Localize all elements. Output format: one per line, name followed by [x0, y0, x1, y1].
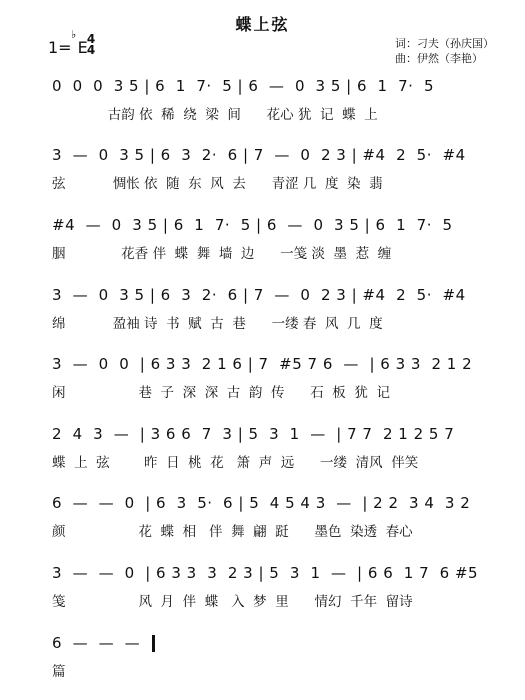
- song-title: 蝶上弦: [235, 15, 290, 34]
- key-signature: [48, 28, 88, 57]
- lyrics-row: 闲 巷 子 深 深 古 韵 传 石 板 犹 记: [52, 385, 390, 401]
- score-line-9: [0, 634, 525, 694]
- lyrics-row: 笺 风 月 伴 蝶 入 梦 里 情幻 千年 留诗: [52, 594, 413, 610]
- notation-row: 6 — — —: [52, 634, 141, 652]
- notation-row: 2 4 3 — | 3 6 6 7 3 | 5 3 1 — | 7 7 2 1 2 5 7: [52, 425, 455, 443]
- lyrics-row: 弦 惆怅 依 随 东 风 去 青涩 几 度 染 翡: [52, 176, 383, 192]
- notation-row: 0 0 0 3 5 | 6 1 7· 5 | 6 — 0 3 5 | 6 1 7· 5: [52, 77, 435, 95]
- lyrics-row: 古韵 依 稀 绕 梁 间 花心 犹 记 蝶 上: [52, 107, 378, 123]
- score-line-2: [0, 146, 525, 206]
- lyrics-row: 绵 盈袖 诗 书 赋 古 巷 一缕 春 风 几 度: [52, 316, 383, 332]
- notation-row: #4 — 0 3 5 | 6 1 7· 5 | 6 — 0 3 5 | 6 1 7· 5: [52, 216, 453, 234]
- score-line-5: [0, 355, 525, 415]
- lyricist-credit: 词：刁夫（孙庆国）: [395, 37, 494, 50]
- score-line-7: [0, 494, 525, 554]
- key-name: E: [77, 38, 88, 57]
- final-barline: [152, 635, 155, 652]
- lyrics-row: 蝶 上 弦 昨 日 桃 花 箫 声 远 一缕 清风 伴笑: [52, 455, 419, 471]
- composer-credit: 曲：伊然（李艳）: [395, 52, 483, 65]
- time-signature-top: 4: [86, 32, 96, 46]
- notation-row: 3 — 0 3 5 | 6 3 2· 6 | 7 — 0 2 3 | #4 2 5· #4: [52, 286, 466, 304]
- notation-row: 3 — — 0 | 6 3 3 3 2 3 | 5 3 1 — | 6 6 1 7 6 #5: [52, 564, 479, 582]
- time-signature: [84, 34, 98, 56]
- notation-row: 3 — 0 3 5 | 6 3 2· 6 | 7 — 0 2 3 | #4 2 5· #4: [52, 146, 466, 164]
- score-line-3: [0, 216, 525, 276]
- score-line-1: [0, 77, 525, 137]
- notation-row: 3 — 0 0 | 6 3 3 2 1 6 | 7 #5 7 6 — | 6 3 3 2 1 2: [52, 355, 473, 373]
- flat-sign: ♭: [71, 28, 77, 41]
- score-line-8: [0, 564, 525, 624]
- time-signature-bottom: 4: [86, 43, 96, 57]
- score-line-4: [0, 286, 525, 346]
- lyrics-row: 篇: [52, 664, 66, 680]
- lyrics-row: 胭 花香 伴 蝶 舞 墙 边 一笺 淡 墨 惹 缠: [52, 246, 392, 262]
- lyrics-row: 颜 花 蝶 相 伴 舞 翩 跹 墨色 染透 春心: [52, 524, 413, 540]
- notation-row: 6 — — 0 | 6 3 5· 6 | 5 4 5 4 3 — | 2 2 3 4 3 2: [52, 494, 471, 512]
- score-line-6: [0, 425, 525, 485]
- key-prefix: 1=: [48, 38, 72, 57]
